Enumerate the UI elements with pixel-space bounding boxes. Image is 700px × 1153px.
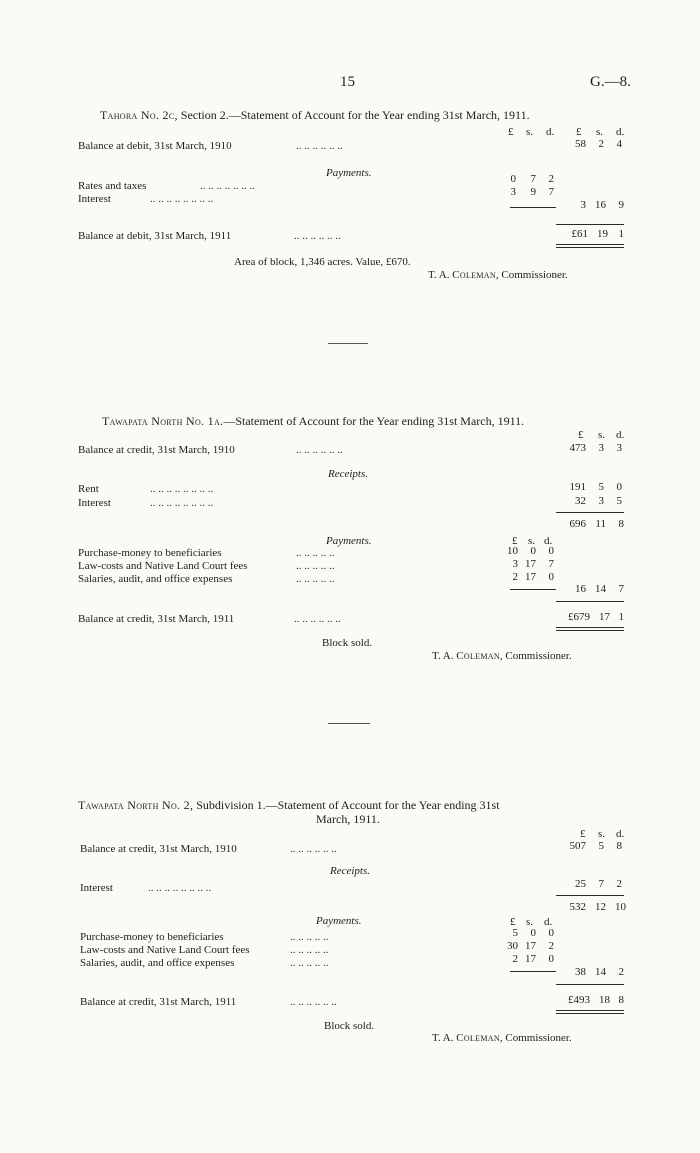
closing-balance-label: Balance at credit, 31st March, 1911 <box>78 613 235 625</box>
receipt-pence: 2 <box>616 878 622 890</box>
payments-heading: Payments. <box>326 167 372 179</box>
subtotal-pence: 8 <box>618 518 624 530</box>
col-head-pence-outer: d. <box>616 429 625 441</box>
opening-pounds: 58 <box>575 138 586 150</box>
closing-shillings: 18 <box>599 994 610 1006</box>
opening-shillings: 3 <box>598 442 604 454</box>
leader-dots: .. .. .. .. .. .. .. .. <box>150 497 214 509</box>
col-head-pence-outer: d. <box>616 828 625 840</box>
block-note: Area of block, 1,346 acres. Value, £670. <box>234 256 411 268</box>
payment-label: Salaries, audit, and office expenses <box>80 957 235 969</box>
payment-shillings: 17 <box>525 558 536 570</box>
payment-shillings: 17 <box>525 571 536 583</box>
leader-dots: .. .. .. .. .. .. <box>294 613 341 625</box>
section-divider <box>328 723 370 724</box>
leader-dots: .. .. .. .. .. .. <box>294 230 341 242</box>
receipt-label: Interest <box>80 882 113 894</box>
leader-dots: .. .. .. .. .. <box>290 944 329 956</box>
rule <box>556 224 624 225</box>
payment-label: Interest <box>78 193 111 205</box>
closing-pounds: £679 <box>568 611 590 623</box>
payments-total-shillings: 14 <box>595 966 606 978</box>
leader-dots: .. .. .. .. .. .. .. .. <box>150 193 214 205</box>
opening-pence: 3 <box>616 442 622 454</box>
section-divider <box>328 343 368 344</box>
col-head-shillings-inner: s. <box>526 916 534 928</box>
rule <box>556 984 624 985</box>
opening-shillings: 5 <box>598 840 604 852</box>
col-head-pounds-inner: £ <box>510 916 516 928</box>
payment-pounds: 3 <box>510 186 516 198</box>
payment-label: Law-costs and Native Land Court fees <box>78 560 248 572</box>
payment-shillings: 7 <box>530 173 536 185</box>
opening-pounds: 507 <box>569 840 586 852</box>
payment-pounds: 10 <box>507 545 518 557</box>
payments-total-pence: 9 <box>618 199 624 211</box>
opening-pence: 8 <box>616 840 622 852</box>
receipts-heading: Receipts. <box>328 468 369 480</box>
col-head-shillings-outer: s. <box>598 429 606 441</box>
signature: T. A. Coleman, Commissioner. <box>432 650 572 662</box>
block-note: Block sold. <box>322 637 373 649</box>
payment-label: Purchase-money to beneficiaries <box>80 931 224 943</box>
payment-shillings: 17 <box>525 953 536 965</box>
receipt-shillings: 5 <box>598 481 604 493</box>
leader-dots: .. .. .. .. .. .. .. .. <box>150 483 214 495</box>
block-note: Block sold. <box>324 1020 375 1032</box>
closing-pounds: £493 <box>568 994 590 1006</box>
receipt-label: Rent <box>78 483 99 495</box>
rule <box>510 971 556 972</box>
col-head-pounds-outer: £ <box>580 828 586 840</box>
rule <box>556 895 624 896</box>
opening-pence: 4 <box>616 138 622 150</box>
closing-pounds: £61 <box>571 228 588 240</box>
opening-balance-label: Balance at debit, 31st March, 1910 <box>78 140 232 152</box>
signature: T. A. Coleman, Commissioner. <box>428 269 568 281</box>
payment-pence: 2 <box>548 173 554 185</box>
closing-pence: 1 <box>618 611 624 623</box>
col-head-shillings-outer: s. <box>598 828 606 840</box>
receipt-pounds: 32 <box>575 495 586 507</box>
leader-dots: .. .. .. .. .. .. <box>290 996 337 1008</box>
payment-shillings: 0 <box>530 927 536 939</box>
col-head-shillings-inner: s. <box>526 126 534 138</box>
col-head-pounds-inner: £ <box>512 535 518 547</box>
statement-title: Tawapata North No. 2, Subdivision 1.—Statement of Account for the Year ending 31st <box>78 798 500 812</box>
leader-dots: .. .. .. .. .. <box>290 931 329 943</box>
payment-pence: 0 <box>548 953 554 965</box>
col-head-shillings-inner: s. <box>528 535 536 547</box>
col-head-pence-outer: d. <box>616 126 625 138</box>
opening-balance-label: Balance at credit, 31st March, 1910 <box>80 843 237 855</box>
receipt-pounds: 25 <box>575 878 586 890</box>
page-number: 15 <box>340 74 355 90</box>
receipt-shillings: 7 <box>598 878 604 890</box>
closing-shillings: 17 <box>599 611 610 623</box>
leader-dots: .. .. .. .. .. .. <box>296 140 343 152</box>
leader-dots: .. .. .. .. .. <box>296 573 335 585</box>
payments-total-pounds: 16 <box>575 583 586 595</box>
payment-pounds: 5 <box>512 927 518 939</box>
col-head-pence-inner: d. <box>544 535 553 547</box>
rule <box>556 601 624 602</box>
leader-dots: .. .. .. .. .. <box>296 547 335 559</box>
series-reference: G.—8. <box>590 74 631 90</box>
leader-dots: .. .. .. .. .. .. .. <box>200 180 255 192</box>
opening-shillings: 2 <box>598 138 604 150</box>
statement-title: Tahora No. 2c, Section 2.—Statement of Account for the Year ending 31st March, 1911. <box>100 108 530 122</box>
opening-balance-label: Balance at credit, 31st March, 1910 <box>78 444 235 456</box>
double-rule <box>556 627 624 631</box>
payment-label: Purchase-money to beneficiaries <box>78 547 222 559</box>
payment-pounds: 3 <box>512 558 518 570</box>
closing-pence: 1 <box>618 228 624 240</box>
payments-total-shillings: 14 <box>595 583 606 595</box>
rule <box>510 207 556 208</box>
payment-label: Law-costs and Native Land Court fees <box>80 944 250 956</box>
payment-pence: 0 <box>548 927 554 939</box>
payment-shillings: 17 <box>525 940 536 952</box>
subtotal-pence: 10 <box>615 901 626 913</box>
leader-dots: .. .. .. .. .. .. .. .. <box>148 882 212 894</box>
leader-dots: .. .. .. .. .. <box>296 560 335 572</box>
payments-total-pence: 7 <box>618 583 624 595</box>
rule <box>510 589 556 590</box>
col-head-pence-inner: d. <box>546 126 555 138</box>
col-head-pence-inner: d. <box>544 916 553 928</box>
payment-pence: 0 <box>548 545 554 557</box>
receipt-pence: 0 <box>616 481 622 493</box>
payment-shillings: 0 <box>530 545 536 557</box>
col-head-pounds-outer: £ <box>576 126 582 138</box>
receipt-pence: 5 <box>616 495 622 507</box>
payments-total-shillings: 16 <box>595 199 606 211</box>
subtotal-pounds: 532 <box>569 901 586 913</box>
leader-dots: .. .. .. .. .. .. <box>290 843 337 855</box>
statement-title: Tawapata North No. 1a.—Statement of Account for the Year ending 31st March, 1911. <box>102 414 525 428</box>
leader-dots: .. .. .. .. .. .. <box>296 444 343 456</box>
col-head-pounds-inner: £ <box>508 126 514 138</box>
receipt-label: Interest <box>78 497 111 509</box>
leader-dots: .. .. .. .. .. <box>290 957 329 969</box>
payment-pounds: 30 <box>507 940 518 952</box>
receipt-shillings: 3 <box>598 495 604 507</box>
closing-pence: 8 <box>618 994 624 1006</box>
col-head-pounds-outer: £ <box>578 429 584 441</box>
subtotal-pounds: 696 <box>569 518 586 530</box>
closing-balance-label: Balance at debit, 31st March, 1911 <box>78 230 232 242</box>
payment-pounds: 2 <box>512 571 518 583</box>
payments-heading: Payments. <box>316 915 362 927</box>
closing-shillings: 19 <box>597 228 608 240</box>
payments-total-pounds: 3 <box>580 199 586 211</box>
subtotal-shillings: 11 <box>595 518 606 530</box>
payments-total-pence: 2 <box>618 966 624 978</box>
payment-pence: 2 <box>548 940 554 952</box>
payment-pounds: 2 <box>512 953 518 965</box>
payment-pence: 7 <box>548 186 554 198</box>
closing-balance-label: Balance at credit, 31st March, 1911 <box>80 996 237 1008</box>
payment-label: Salaries, audit, and office expenses <box>78 573 233 585</box>
signature: T. A. Coleman, Commissioner. <box>432 1032 572 1044</box>
subtotal-shillings: 12 <box>595 901 606 913</box>
payment-pence: 0 <box>548 571 554 583</box>
receipt-pounds: 191 <box>569 481 586 493</box>
payments-heading: Payments. <box>326 535 372 547</box>
double-rule <box>556 244 624 248</box>
payment-label: Rates and taxes <box>78 180 147 192</box>
opening-pounds: 473 <box>569 442 586 454</box>
payment-pounds: 0 <box>510 173 516 185</box>
payments-total-pounds: 38 <box>575 966 586 978</box>
col-head-shillings-outer: s. <box>596 126 604 138</box>
receipts-heading: Receipts. <box>330 865 371 877</box>
rule <box>556 512 624 513</box>
payment-pence: 7 <box>548 558 554 570</box>
payment-shillings: 9 <box>530 186 536 198</box>
double-rule <box>556 1010 624 1014</box>
statement-title-line2: March, 1911. <box>316 812 380 826</box>
